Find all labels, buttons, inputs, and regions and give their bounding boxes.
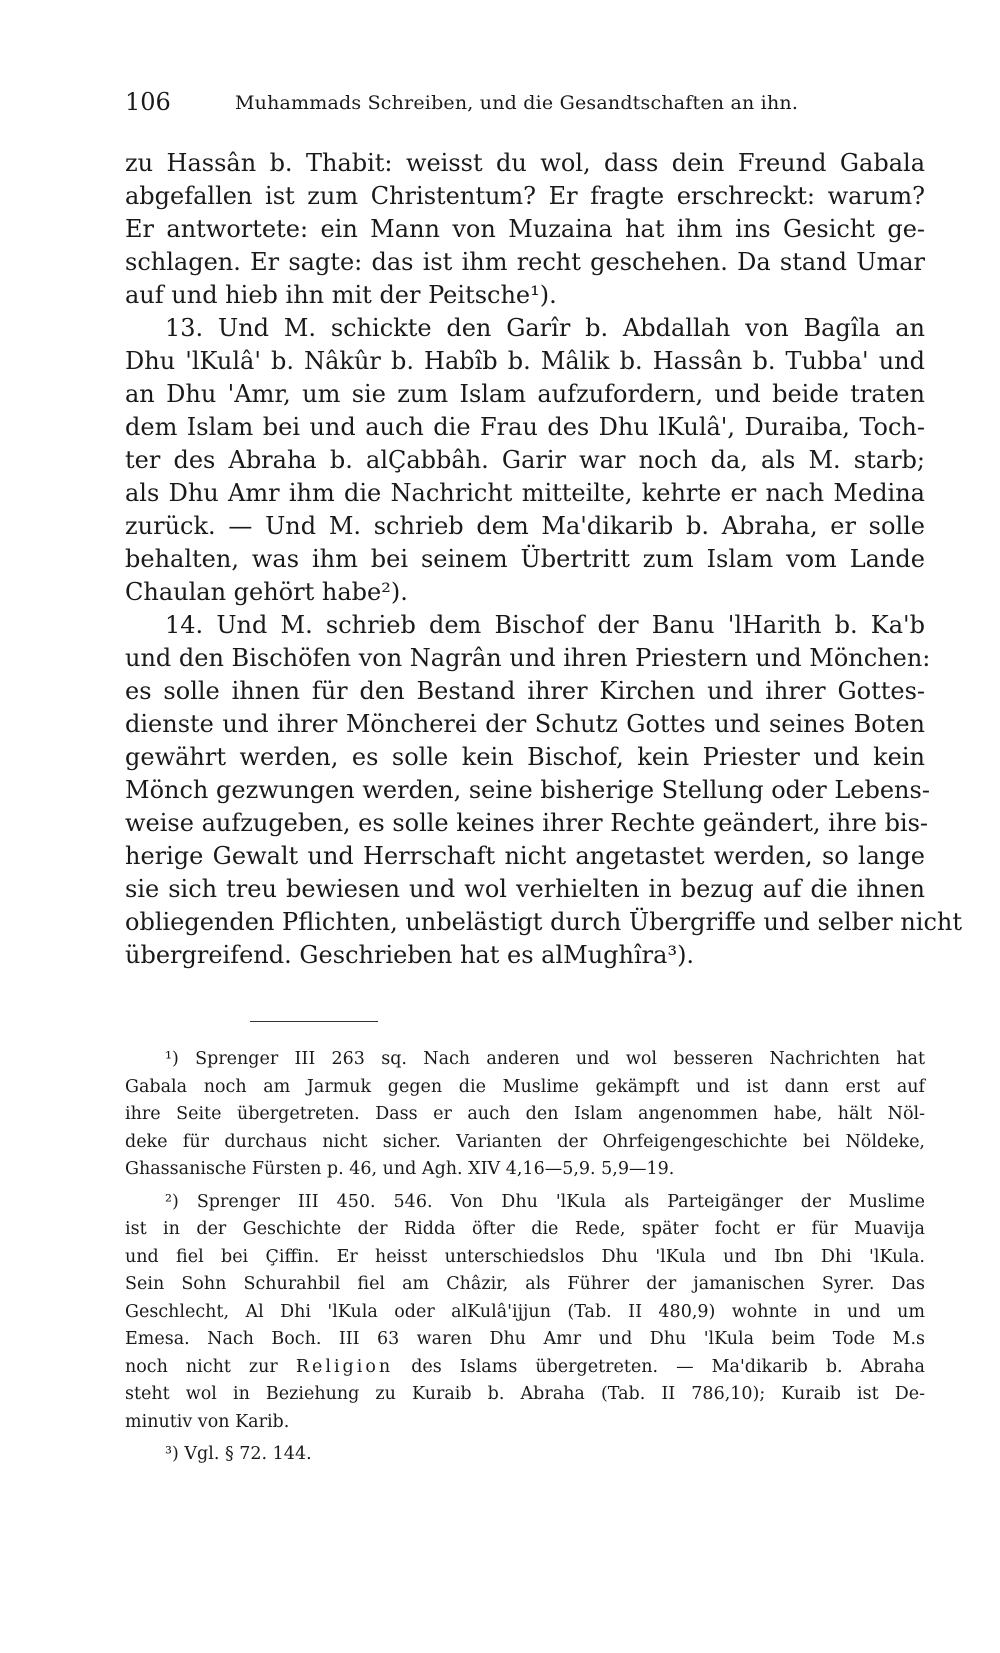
text-line: herige Gewalt und Herrschaft nicht angetastet werden, so lange — [125, 842, 925, 870]
footnote-line: Gabala noch am Jarmuk gegen die Muslime gekämpft und ist dann erst auf — [125, 1076, 925, 1097]
footnote-divider — [250, 1021, 378, 1022]
text-line: weise aufzugeben, es solle keines ihrer Rechte geändert, ihre bis- — [125, 809, 929, 837]
text-line: Dhu 'lKulâ' b. Nâkûr b. Habîb b. Mâlik b. Hassân b. Tubba' und — [125, 347, 925, 375]
footnote-line: deke für durchaus nicht sicher. Varianten der Ohrfeigengeschichte bei Nöldeke, — [125, 1131, 925, 1152]
text-line: auf und hieb ihn mit der Peitsche¹). — [125, 281, 557, 309]
footnote-text: des Islams übergetreten. — Ma'dikarib b. Abraha — [411, 1356, 925, 1377]
footnote-3: ³) Vgl. § 72. 144. — [165, 1444, 312, 1464]
footnote-line — [125, 1354, 925, 1382]
footnote-line: ist in der Geschichte der Ridda öfter die Rede, später focht er für Muavija — [125, 1219, 925, 1239]
spaced-word: Religion — [295, 1356, 394, 1377]
section-13-start: 13. Und M. schickte den Garîr b. Abdallah von Bagîla an — [165, 314, 925, 342]
text-line: übergreifend. Geschrieben hat es alMughîra³). — [125, 941, 695, 969]
footnote-line: ihre Seite übergetreten. Dass er auch den Islam angenommen habe, hält Nöl- — [125, 1104, 925, 1124]
text-line: und den Bischöfen von Nagrân und ihren Priestern und Mönchen: — [125, 644, 931, 672]
footnote-2: ²) Sprenger III 450. 546. Von Dhu 'lKula als Parteigänger der Muslime — [165, 1191, 925, 1212]
text-line: sie sich treu bewiesen und wol verhielten in bezug auf die ihnen — [125, 875, 925, 903]
text-line: es solle ihnen für den Bestand ihrer Kirchen und ihrer Gottes- — [125, 677, 925, 705]
text-line: obliegenden Pflichten, unbelästigt durch Übergriffe und selber nicht — [125, 908, 962, 936]
text-line: an Dhu 'Amr, um sie zum Islam aufzufordern, und beide traten — [125, 380, 925, 408]
text-line: dem Islam bei und auch die Frau des Dhu lKulâ', Duraiba, Toch- — [125, 413, 925, 441]
main-text — [125, 147, 962, 972]
text-line: Er antwortete: ein Mann von Muzaina hat ihm ins Gesicht ge- — [125, 215, 925, 243]
text-line: dienste und ihrer Möncherei der Schutz Gottes und seines Boten — [125, 710, 925, 738]
footnote-line: minutiv von Karib. — [125, 1411, 290, 1432]
page-number: 106 — [125, 88, 171, 116]
text-line: zu Hassân b. Thabit: weisst du wol, dass dein Freund Gabala — [125, 149, 925, 177]
running-title: Muhammads Schreiben, und die Gesandtschaften an ihn. — [235, 92, 799, 114]
page-header — [125, 88, 925, 124]
footnotes — [125, 1046, 925, 1469]
text-line: zurück. — Und M. schrieb dem Ma'dikarib b. Abraha, er solle — [125, 512, 925, 540]
text-line: ter des Abraha b. alÇabbâh. Garir war noch da, als M. starb; — [125, 446, 925, 474]
footnote-line: und fiel bei Çiffin. Er heisst unterschiedslos Dhu 'lKula und Ibn Dhi 'lKula. — [125, 1246, 925, 1267]
footnote-1: ¹) Sprenger III 263 sq. Nach anderen und wol besseren Nachrichten hat — [165, 1049, 925, 1069]
section-14-start: 14. Und M. schrieb dem Bischof der Banu 'lHarith b. Ka'b — [165, 611, 925, 639]
footnote-line: Ghassanische Fürsten p. 46, und Agh. XIV 4,16—5,9. 5,9—19. — [125, 1159, 675, 1179]
footnote-line: Emesa. Nach Boch. III 63 waren Dhu Amr und Dhu 'lKula beim Tode M.s — [125, 1329, 925, 1349]
footnote-line: Geschlecht, Al Dhi 'lKula oder alKulâ'ijjun (Tab. II 480,9) wohnte in und um — [125, 1301, 925, 1322]
text-line: Mönch gezwungen werden, seine bisherige Stellung oder Lebens- — [125, 776, 930, 804]
footnote-line: steht wol in Beziehung zu Kuraib b. Abraha (Tab. II 786,10); Kuraib ist De- — [125, 1384, 925, 1404]
text-line: gewährt werden, es solle kein Bischof, kein Priester und kein — [125, 743, 925, 771]
footnote-text: noch nicht zur — [125, 1356, 278, 1377]
text-line: schlagen. Er sagte: das ist ihm recht geschehen. Da stand Umar — [125, 248, 925, 276]
footnote-line: Sein Sohn Schurahbil fiel am Châzir, als Führer der jamanischen Syrer. Das — [125, 1274, 925, 1294]
text-line: Chaulan gehört habe²). — [125, 578, 408, 606]
text-line: als Dhu Amr ihm die Nachricht mitteilte, kehrte er nach Medina — [125, 479, 925, 507]
text-line: abgefallen ist zum Christentum? Er fragte erschreckt: warum? — [125, 182, 925, 210]
text-line: behalten, was ihm bei seinem Übertritt zum Islam vom Lande — [125, 545, 925, 573]
